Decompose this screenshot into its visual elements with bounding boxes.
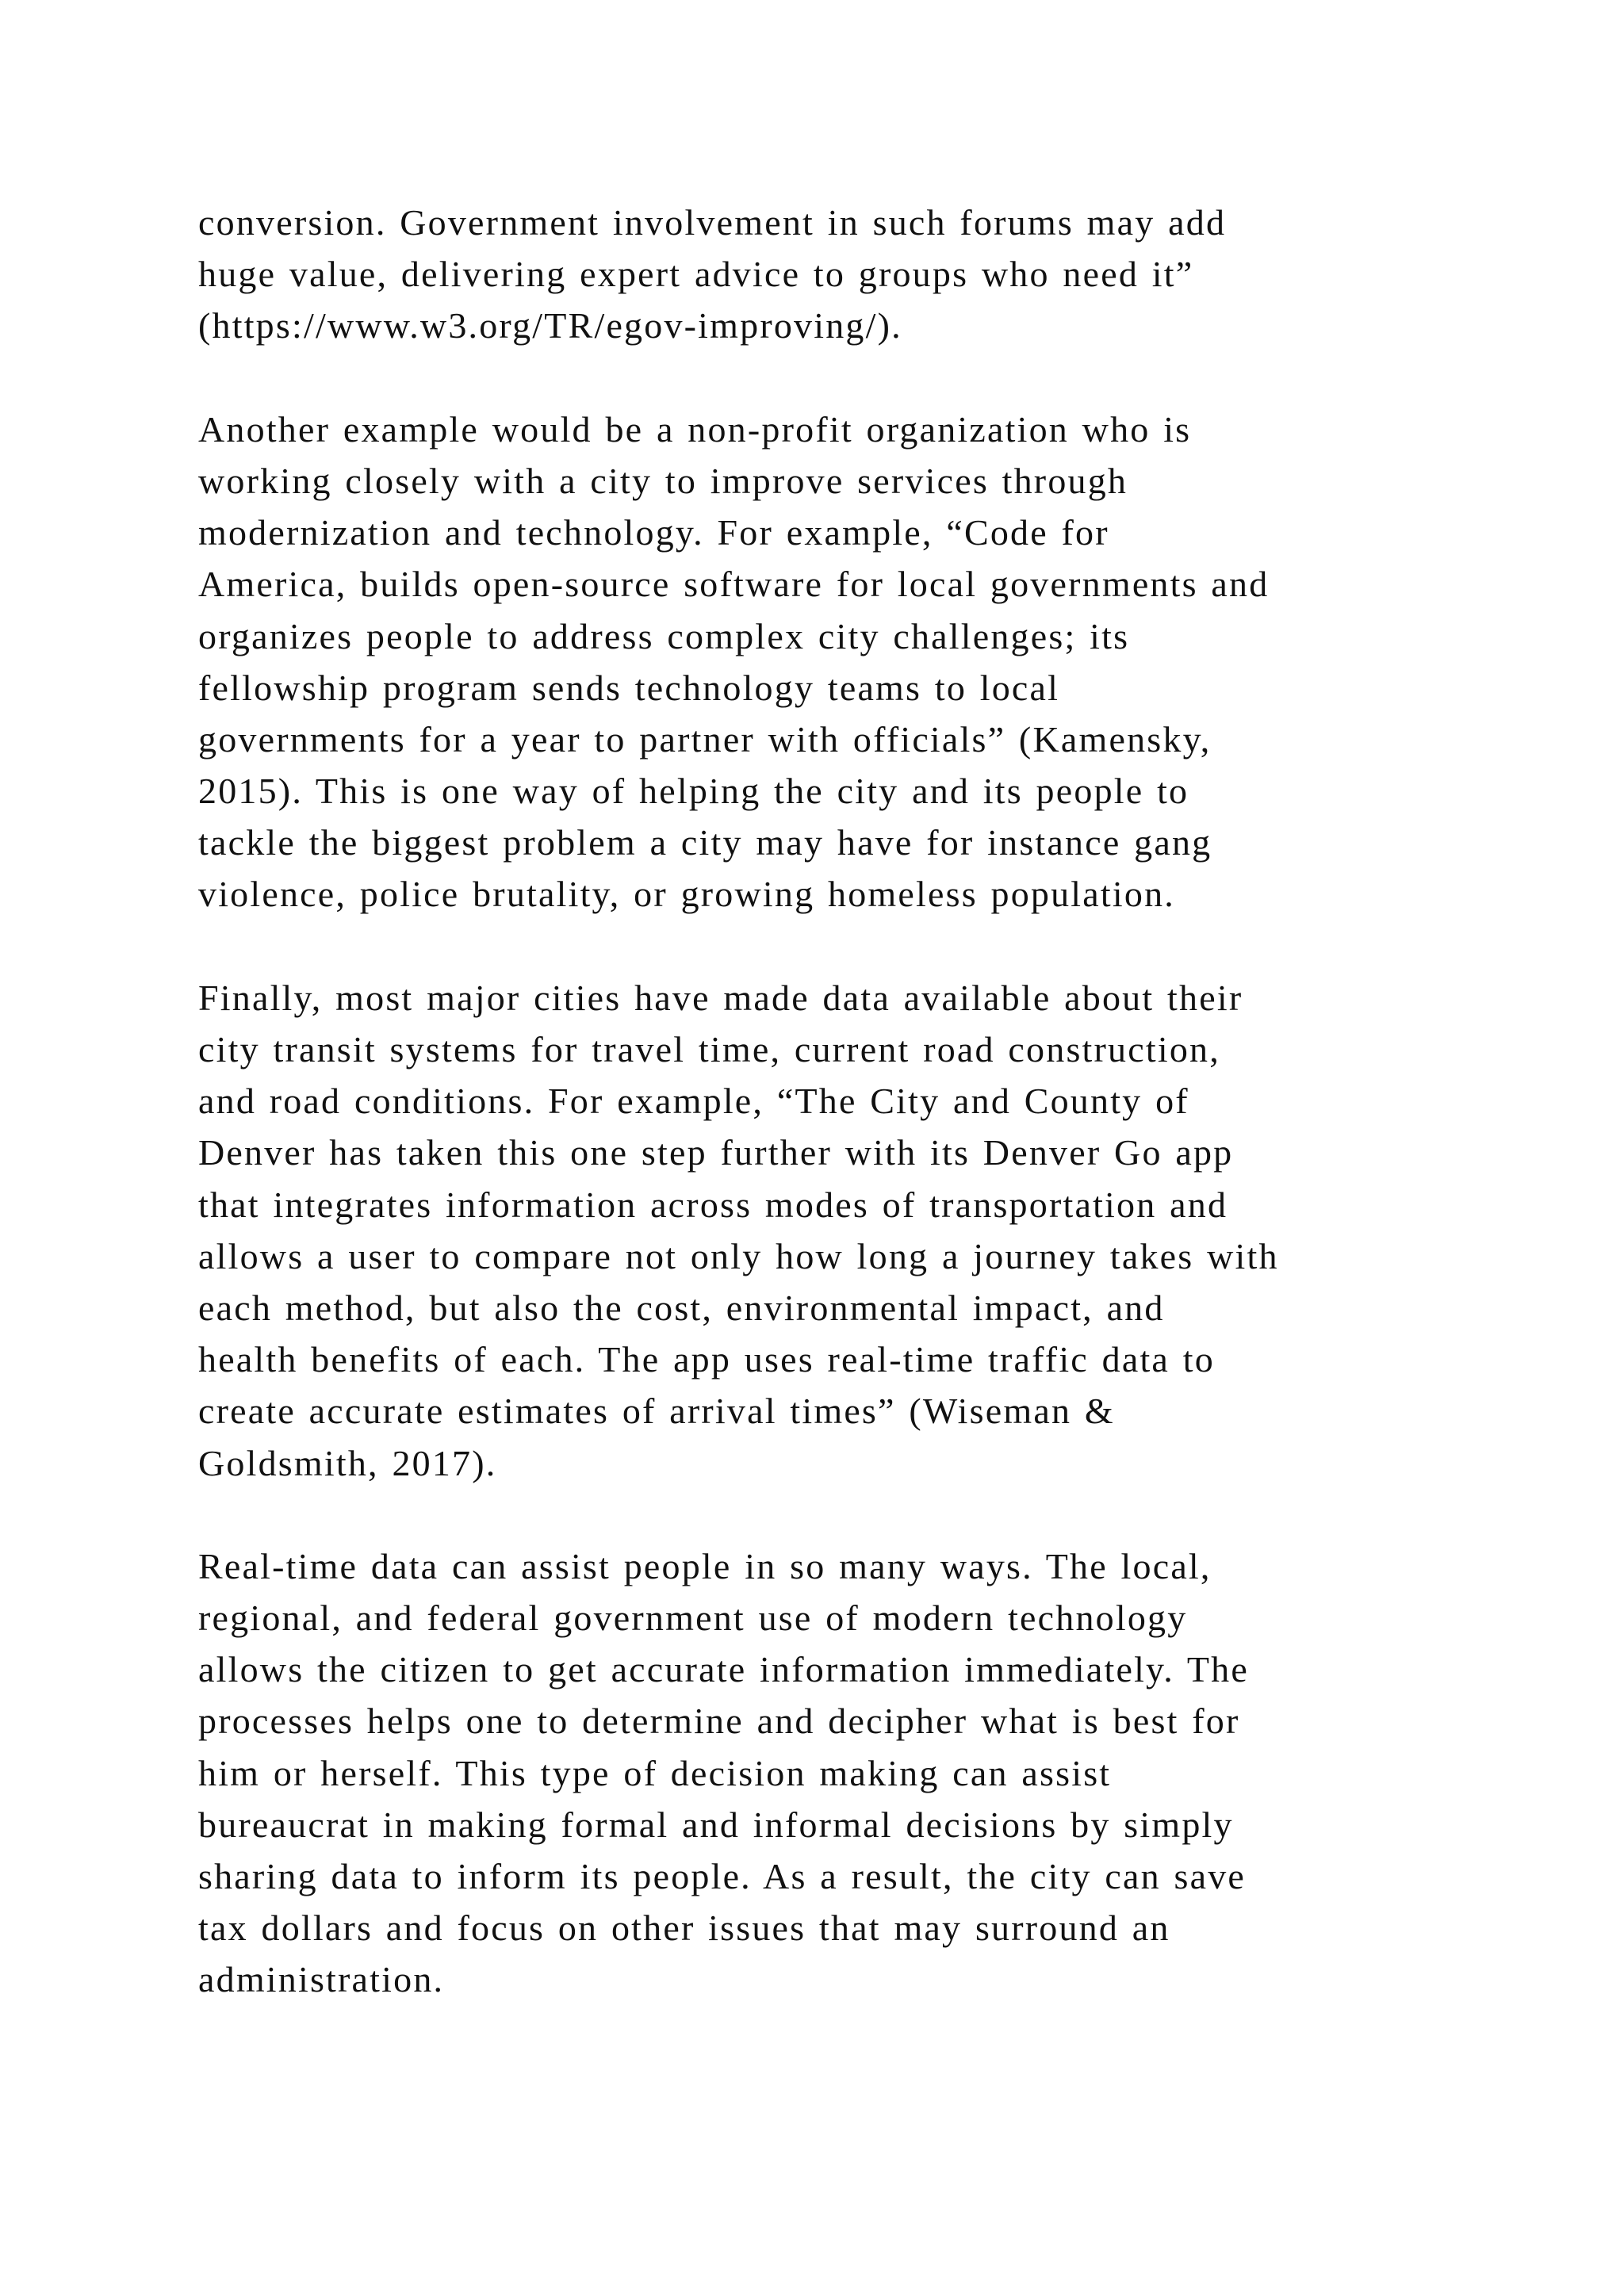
text-line: bureaucrat in making formal and informal decisions by simply bbox=[198, 1804, 1234, 1845]
paragraph-spacer bbox=[198, 1489, 1483, 1540]
text-line: America, builds open-source software for local governments and bbox=[198, 564, 1270, 605]
text-line: (https://www.w3.org/TR/egov-improving/). bbox=[198, 305, 902, 346]
paragraph-1 bbox=[198, 197, 1483, 352]
text-line: Denver has taken this one step further with its Denver Go app bbox=[198, 1132, 1234, 1173]
text-line: allows a user to compare not only how long a journey takes with bbox=[198, 1235, 1279, 1276]
text-line: tax dollars and focus on other issues that may surround an bbox=[198, 1908, 1170, 1949]
text-line: sharing data to inform its people. As a result, the city can save bbox=[198, 1856, 1247, 1896]
text-line: huge value, delivering expert advice to groups who need it” bbox=[198, 254, 1194, 295]
text-line: processes helps one to determine and decipher what is best for bbox=[198, 1701, 1240, 1742]
text-line: create accurate estimates of arrival times” (Wiseman & bbox=[198, 1391, 1115, 1432]
paragraph-spacer bbox=[198, 352, 1483, 404]
text-line: him or herself. This type of decision making can assist bbox=[198, 1752, 1112, 1793]
text-line: and road conditions. For example, “The City and County of bbox=[198, 1081, 1189, 1122]
text-line: governments for a year to partner with officials” (Kamensky, bbox=[198, 718, 1212, 760]
text-line: allows the citizen to get accurate information immediately. The bbox=[198, 1649, 1249, 1690]
text-line: fellowship program sends technology teams to local bbox=[198, 667, 1060, 708]
text-line: organizes people to address complex city challenges; its bbox=[198, 615, 1130, 656]
text-line: that integrates information across modes of transportation and bbox=[198, 1184, 1228, 1225]
text-line: modernization and technology. For example, “Code for bbox=[198, 512, 1109, 553]
text-line: city transit systems for travel time, current road construction, bbox=[198, 1029, 1220, 1070]
text-line: regional, and federal government use of modern technology bbox=[198, 1598, 1188, 1639]
text-line: working closely with a city to improve services through bbox=[198, 460, 1128, 501]
text-line: administration. bbox=[198, 1959, 445, 2000]
text-line: 2015). This is one way of helping the city and its people to bbox=[198, 771, 1189, 812]
text-line: each method, but also the cost, environmental impact, and bbox=[198, 1287, 1165, 1328]
text-line: health benefits of each. The app uses real-time traffic data to bbox=[198, 1339, 1215, 1380]
text-line: conversion. Government involvement in such forums may add bbox=[198, 202, 1227, 243]
paragraph-2 bbox=[198, 404, 1483, 920]
document-body bbox=[198, 197, 1483, 2006]
text-line: Goldsmith, 2017). bbox=[198, 1442, 497, 1483]
text-line: Real-time data can assist people in so many ways. The local, bbox=[198, 1545, 1212, 1586]
paragraph-4 bbox=[198, 1540, 1483, 2006]
text-line: Finally, most major cities have made data available about their bbox=[198, 977, 1243, 1018]
text-line: violence, police brutality, or growing homeless population. bbox=[198, 874, 1175, 915]
paragraph-3 bbox=[198, 972, 1483, 1489]
paragraph-spacer bbox=[198, 920, 1483, 972]
text-line: tackle the biggest problem a city may have for instance gang bbox=[198, 822, 1212, 863]
text-line: Another example would be a non-profit organization who is bbox=[198, 408, 1192, 450]
